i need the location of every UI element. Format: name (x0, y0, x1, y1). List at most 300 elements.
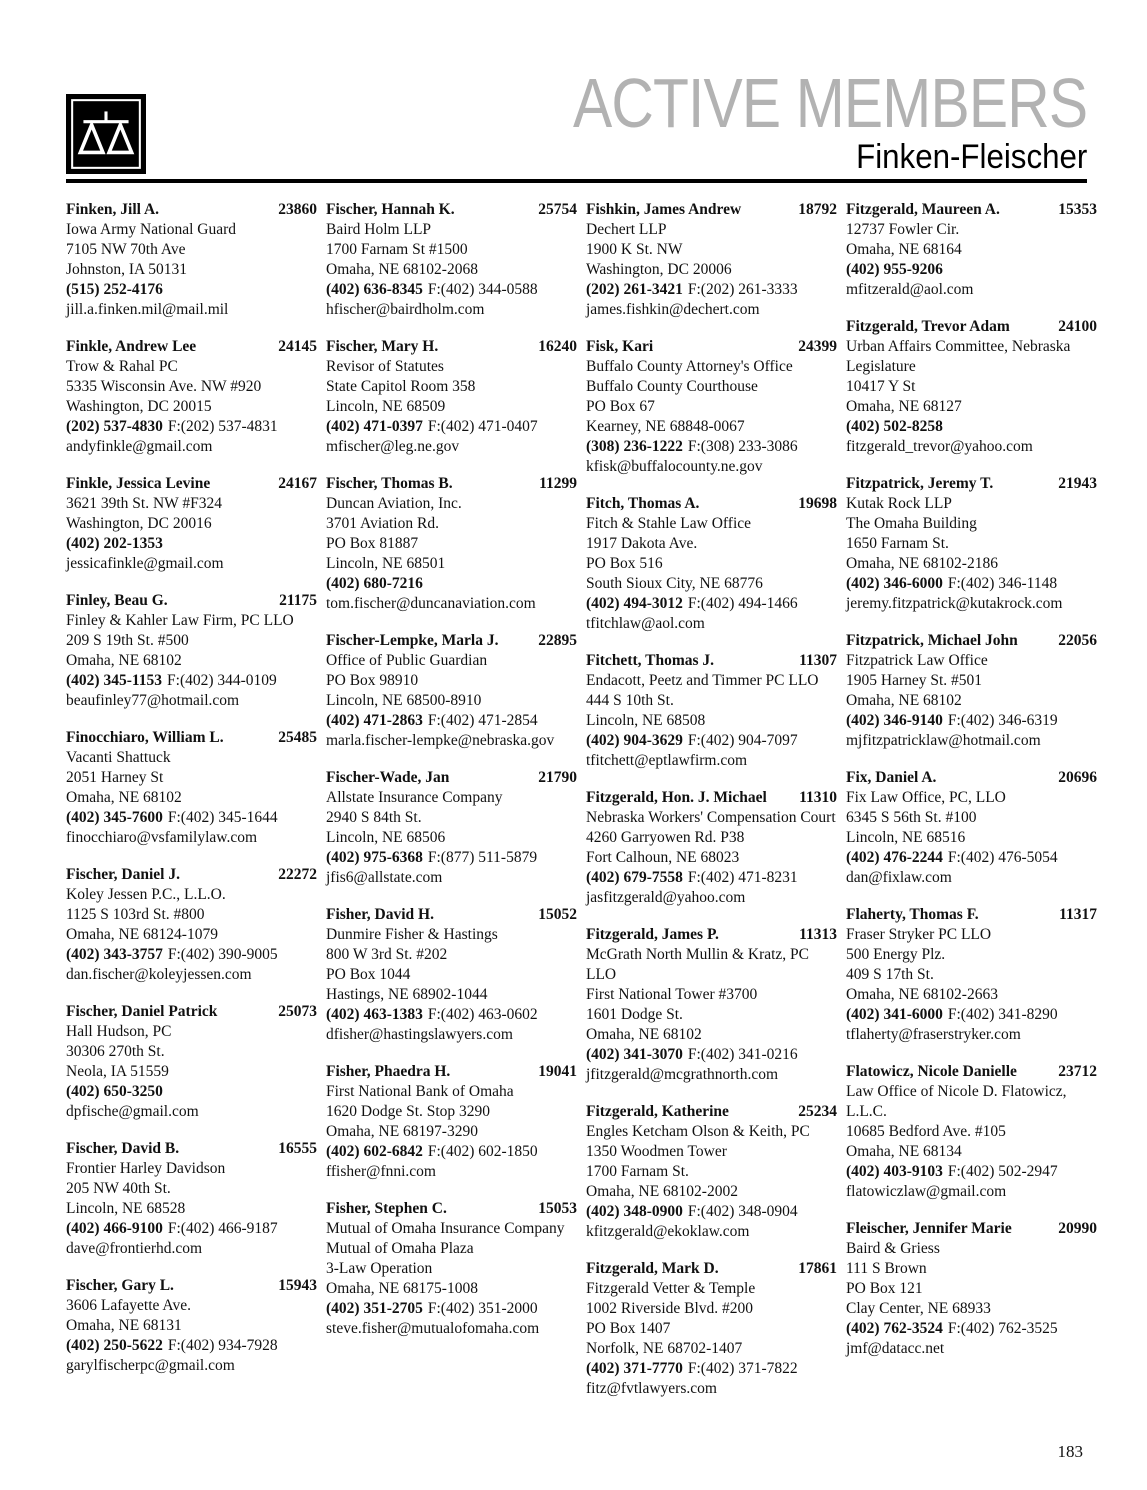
member-name: Fitzgerald, Mark D. (586, 1260, 719, 1277)
member-fax: F:(402) 351-2000 (427, 1300, 538, 1317)
address-line: 2940 S 84th St. (326, 809, 422, 826)
address-line: 1620 Dodge St. Stop 3290 (326, 1103, 491, 1120)
member-entry-head (326, 200, 577, 220)
member-id: 25073 (278, 1003, 317, 1020)
member-email: marla.fischer-lempke@nebraska.gov (326, 732, 555, 749)
member-phone-line (846, 417, 1097, 437)
address-line: Hall Hudson, PC (66, 1023, 172, 1040)
member-phone-line (846, 260, 1097, 280)
member-entry (66, 200, 317, 320)
address-line: Fix Law Office, PC, LLO (846, 789, 1006, 806)
member-entry (586, 200, 837, 320)
member-id: 24100 (1058, 318, 1097, 335)
member-email: dfisher@hastingslawyers.com (326, 1026, 513, 1043)
directory-column (326, 200, 577, 1416)
address-line: 2051 Harney St (66, 769, 164, 786)
member-fax: F:(402) 934-7928 (167, 1337, 278, 1354)
member-entry-head (846, 631, 1097, 651)
member-id: 25485 (278, 729, 317, 746)
address-line: 1350 Woodmen Tower (586, 1143, 727, 1160)
member-entry (326, 905, 577, 1045)
address-line: Omaha, NE 68102 (846, 692, 962, 709)
member-entry-head (326, 1199, 577, 1219)
member-phone: (402) 351-2705 (326, 1300, 423, 1317)
member-entry-head (846, 200, 1097, 220)
member-address (326, 925, 577, 1005)
address-line: Johnston, IA 50131 (66, 261, 187, 278)
member-phone-line (326, 1005, 577, 1025)
address-line: 1650 Farnam St. (846, 535, 949, 552)
member-address (846, 1082, 1097, 1162)
member-address (66, 494, 317, 534)
directory-columns (66, 200, 1097, 1416)
address-line: Fraser Stryker PC LLO (846, 926, 992, 943)
member-fax: F:(308) 233-3086 (687, 438, 798, 455)
address-line: Omaha, NE 68127 (846, 398, 962, 415)
member-phone-line (66, 671, 317, 691)
address-line: 1700 Farnam St #1500 (326, 241, 468, 258)
member-name: Flaherty, Thomas F. (846, 906, 979, 923)
member-entry (846, 200, 1097, 300)
member-entry (66, 474, 317, 574)
address-line: Kearney, NE 68848-0067 (586, 418, 745, 435)
address-line: Omaha, NE 68131 (66, 1317, 182, 1334)
member-phone: (402) 502-8258 (846, 418, 943, 435)
member-phone: (402) 955-9206 (846, 261, 943, 278)
address-line: 800 W 3rd St. #202 (326, 946, 448, 963)
member-email: mjfitzpatricklaw@hotmail.com (846, 732, 1041, 749)
member-phone-line (66, 808, 317, 828)
member-name: Fitzpatrick, Michael John (846, 632, 1018, 649)
address-line: Omaha, NE 68124-1079 (66, 926, 218, 943)
member-id: 23860 (278, 201, 317, 218)
address-line: Fitzpatrick Law Office (846, 652, 988, 669)
address-line: Frontier Harley Davidson (66, 1160, 226, 1177)
member-entry (66, 865, 317, 985)
member-id: 18792 (798, 201, 837, 218)
member-phone: (402) 466-9100 (66, 1220, 163, 1237)
member-address (586, 514, 837, 594)
member-name: Finken, Jill A. (66, 201, 160, 218)
member-phone-line (846, 1005, 1097, 1025)
member-address (846, 651, 1097, 711)
directory-column (586, 200, 837, 1416)
member-email: dpfische@gmail.com (66, 1103, 199, 1120)
member-name: Finkle, Jessica Levine (66, 475, 211, 492)
member-fax: F:(402) 471-2854 (427, 712, 538, 729)
address-line: Omaha, NE 68102-2068 (326, 261, 478, 278)
member-phone: (402) 346-6000 (846, 575, 943, 592)
member-email: mfitzerald@aol.com (846, 281, 974, 298)
member-email: ffisher@fnni.com (326, 1163, 436, 1180)
member-entry (66, 337, 317, 457)
member-entry (326, 1062, 577, 1182)
member-address (586, 1279, 837, 1359)
address-line: Duncan Aviation, Inc. (326, 495, 462, 512)
member-id: 11317 (1059, 906, 1097, 923)
address-line: Lincoln, NE 68508 (586, 712, 706, 729)
member-fax: F:(202) 537-4831 (167, 418, 278, 435)
member-address (586, 220, 837, 280)
member-name: Fitzgerald, Hon. J. Michael (586, 789, 767, 806)
member-entry-head (66, 1002, 317, 1022)
member-phone: (402) 346-9140 (846, 712, 943, 729)
member-entry (66, 591, 317, 711)
member-entry-head (326, 1062, 577, 1082)
member-entry-head (846, 905, 1097, 925)
address-line: 10417 Y St (846, 378, 916, 395)
address-line: Fort Calhoun, NE 68023 (586, 849, 740, 866)
member-phone: (402) 403-9103 (846, 1163, 943, 1180)
member-phone-line (66, 534, 317, 554)
member-name: Fitzgerald, Katherine (586, 1103, 729, 1120)
member-id: 16240 (538, 338, 577, 355)
member-name: Fischer, Hannah K. (326, 201, 455, 218)
member-name: Finocchiaro, William L. (66, 729, 224, 746)
member-email: steve.fisher@mutualofomaha.com (326, 1320, 540, 1337)
address-line: Lincoln, NE 68506 (326, 829, 446, 846)
member-address (846, 788, 1097, 848)
member-name: Fitzgerald, Trevor Adam (846, 318, 1010, 335)
member-fax: F:(402) 390-9005 (167, 946, 278, 963)
member-phone: (402) 345-7600 (66, 809, 163, 826)
member-entry-head (586, 200, 837, 220)
address-line: Law Office of Nicole D. Flatowicz, L.L.C. (846, 1083, 1067, 1120)
member-email: kfitzgerald@ekoklaw.com (586, 1223, 750, 1240)
member-entry-head (586, 1259, 837, 1279)
member-email: james.fishkin@dechert.com (586, 301, 760, 318)
address-line: Dechert LLP (586, 221, 667, 238)
address-line: PO Box 1044 (326, 966, 411, 983)
member-id: 22272 (278, 866, 317, 883)
member-entry-head (66, 591, 317, 611)
address-line: 3701 Aviation Rd. (326, 515, 439, 532)
page-title: ACTIVE MEMBERS (572, 64, 1087, 142)
member-name: Finkle, Andrew Lee (66, 338, 197, 355)
member-id: 21175 (279, 592, 317, 609)
member-phone: (402) 904-3629 (586, 732, 683, 749)
address-line: Office of Public Guardian (326, 652, 488, 669)
member-entry-head (66, 1139, 317, 1159)
address-line: 6345 S 56th St. #100 (846, 809, 977, 826)
member-entry (66, 1002, 317, 1122)
member-phone-line (846, 848, 1097, 868)
member-fax: F:(402) 341-0216 (687, 1046, 798, 1063)
member-phone: (402) 636-8345 (326, 281, 423, 298)
member-email: tom.fischer@duncanaviation.com (326, 595, 536, 612)
member-name: Fischer, Daniel J. (66, 866, 180, 883)
member-entry (846, 768, 1097, 888)
address-line: Lincoln, NE 68501 (326, 555, 446, 572)
address-line: Lincoln, NE 68509 (326, 398, 446, 415)
member-entry (586, 1259, 837, 1399)
address-line: Dunmire Fisher & Hastings (326, 926, 498, 943)
member-id: 22895 (538, 632, 577, 649)
address-line: PO Box 516 (586, 555, 663, 572)
member-phone: (402) 650-3250 (66, 1083, 163, 1100)
member-email: dan@fixlaw.com (846, 869, 952, 886)
member-id: 11299 (539, 475, 577, 492)
member-name: Fitzpatrick, Jeremy T. (846, 475, 994, 492)
address-line: 1601 Dodge St. (586, 1006, 683, 1023)
member-id: 11307 (799, 652, 837, 669)
member-name: Flatowicz, Nicole Danielle (846, 1063, 1017, 1080)
member-id: 24167 (278, 475, 317, 492)
member-phone: (402) 762-3524 (846, 1320, 943, 1337)
member-address (586, 808, 837, 868)
address-line: 409 S 17th St. (846, 966, 934, 983)
member-address (66, 1022, 317, 1082)
member-fax: F:(402) 471-8231 (687, 869, 798, 886)
member-entry-head (846, 1219, 1097, 1239)
member-name: Fisher, Stephen C. (326, 1200, 447, 1217)
member-phone: (402) 371-7770 (586, 1360, 683, 1377)
member-address (846, 925, 1097, 1005)
member-fax: F:(402) 348-0904 (687, 1203, 798, 1220)
member-entry (846, 1062, 1097, 1202)
member-entry-head (66, 1276, 317, 1296)
member-address (586, 671, 837, 731)
member-entry (846, 631, 1097, 751)
member-entry (586, 494, 837, 634)
member-entry (846, 905, 1097, 1045)
member-name: Fitzgerald, James P. (586, 926, 719, 943)
address-line: Revisor of Statutes (326, 358, 444, 375)
member-phone-line (586, 1202, 837, 1222)
member-phone: (402) 975-6368 (326, 849, 423, 866)
member-fax: F:(402) 371-7822 (687, 1360, 798, 1377)
member-fax: F:(402) 344-0588 (427, 281, 538, 298)
member-phone-line (586, 1359, 837, 1379)
member-phone-line (66, 945, 317, 965)
address-line: 1002 Riverside Blvd. #200 (586, 1300, 754, 1317)
member-email: jfitzgerald@mcgrathnorth.com (586, 1066, 779, 1083)
member-phone: (402) 250-5622 (66, 1337, 163, 1354)
address-line: PO Box 1407 (586, 1320, 671, 1337)
member-phone: (402) 476-2244 (846, 849, 943, 866)
address-line: Mutual of Omaha Plaza (326, 1240, 474, 1257)
member-id: 15053 (538, 1200, 577, 1217)
member-name: Fischer, Daniel Patrick (66, 1003, 218, 1020)
address-line: South Sioux City, NE 68776 (586, 575, 763, 592)
address-line: 205 NW 40th St. (66, 1180, 171, 1197)
member-name: Fischer, Thomas B. (326, 475, 453, 492)
address-line: 10685 Bedford Ave. #105 (846, 1123, 1006, 1140)
member-id: 25754 (538, 201, 577, 218)
member-phone: (402) 202-1353 (66, 535, 163, 552)
member-id: 15052 (538, 906, 577, 923)
member-phone: (515) 252-4176 (66, 281, 163, 298)
member-id: 16555 (278, 1140, 317, 1157)
member-address (66, 748, 317, 808)
member-phone-line (586, 437, 837, 457)
member-name: Fisk, Kari (586, 338, 654, 355)
page-subtitle: Finken-Fleischer (855, 138, 1087, 176)
address-line: Finley & Kahler Law Firm, PC LLO (66, 612, 294, 629)
member-address (846, 494, 1097, 574)
member-email: dan.fischer@koleyjessen.com (66, 966, 252, 983)
member-phone-line (66, 280, 317, 300)
member-email: tfitchett@eptlawfirm.com (586, 752, 748, 769)
address-line: 500 Energy Plz. (846, 946, 946, 963)
member-address (586, 357, 837, 437)
address-line: Clay Center, NE 68933 (846, 1300, 991, 1317)
address-line: Washington, DC 20015 (66, 398, 212, 415)
member-entry (326, 1199, 577, 1339)
member-phone: (402) 341-6000 (846, 1006, 943, 1023)
member-address (66, 611, 317, 671)
member-phone-line (326, 711, 577, 731)
address-line: Engles Ketcham Olson & Keith, PC (586, 1123, 810, 1140)
address-line: The Omaha Building (846, 515, 977, 532)
address-line: Omaha, NE 68102 (66, 652, 182, 669)
member-entry (846, 474, 1097, 614)
member-email: flatowiczlaw@gmail.com (846, 1183, 1007, 1200)
member-name: Fisher, David H. (326, 906, 434, 923)
address-line: 1917 Dakota Ave. (586, 535, 698, 552)
address-line: 1900 K St. NW (586, 241, 683, 258)
address-line: Lincoln, NE 68500-8910 (326, 692, 482, 709)
member-phone-line (846, 711, 1097, 731)
address-line: Lincoln, NE 68528 (66, 1200, 186, 1217)
member-entry (586, 651, 837, 771)
address-line: McGrath North Mullin & Kratz, PC LLO (586, 946, 810, 983)
member-id: 23712 (1058, 1063, 1097, 1080)
address-line: First National Bank of Omaha (326, 1083, 514, 1100)
member-name: Fitchett, Thomas J. (586, 652, 715, 669)
member-id: 24399 (798, 338, 837, 355)
member-address (326, 357, 577, 417)
member-entry (326, 474, 577, 614)
address-line: Mutual of Omaha Insurance Company (326, 1220, 565, 1237)
member-fax: F:(402) 904-7097 (687, 732, 798, 749)
member-entry-head (586, 494, 837, 514)
member-email: fitz@fvtlawyers.com (586, 1380, 717, 1397)
address-line: Urban Affairs Committee, Nebraska Legislature (846, 338, 1071, 375)
member-id: 25234 (798, 1103, 837, 1120)
member-entry (846, 1219, 1097, 1359)
member-fax: F:(402) 502-2947 (947, 1163, 1058, 1180)
address-line: Omaha, NE 68102-2002 (586, 1183, 738, 1200)
member-email: jeremy.fitzpatrick@kutakrock.com (846, 595, 1063, 612)
address-line: PO Box 98910 (326, 672, 419, 689)
member-entry-head (66, 200, 317, 220)
member-phone: (402) 471-0397 (326, 418, 423, 435)
member-phone-line (586, 731, 837, 751)
member-address (326, 220, 577, 280)
member-entry-head (846, 317, 1097, 337)
member-id: 17861 (798, 1260, 837, 1277)
address-line: 30306 270th St. (66, 1043, 165, 1060)
member-phone: (402) 602-6842 (326, 1143, 423, 1160)
member-address (326, 1082, 577, 1142)
member-fax: F:(202) 261-3333 (687, 281, 798, 298)
member-email: beaufinley77@hotmail.com (66, 692, 240, 709)
member-fax: F:(402) 341-8290 (947, 1006, 1058, 1023)
address-line: Omaha, NE 68175-1008 (326, 1280, 478, 1297)
address-line: First National Tower #3700 (586, 986, 758, 1003)
address-line: Nebraska Workers' Compensation Court (586, 809, 836, 826)
member-phone-line (66, 1336, 317, 1356)
member-entry (846, 317, 1097, 457)
member-phone-line (586, 594, 837, 614)
member-entry-head (326, 474, 577, 494)
member-id: 15353 (1058, 201, 1097, 218)
member-address (846, 220, 1097, 260)
member-fax: F:(877) 511-5879 (427, 849, 538, 866)
member-phone: (402) 679-7558 (586, 869, 683, 886)
member-address (66, 357, 317, 417)
member-phone-line (66, 1082, 317, 1102)
address-line: Buffalo County Courthouse (586, 378, 758, 395)
member-email: dave@frontierhd.com (66, 1240, 203, 1257)
member-email: andyfinkle@gmail.com (66, 438, 213, 455)
address-line: Endacott, Peetz and Timmer PC LLO (586, 672, 819, 689)
member-entry-head (66, 865, 317, 885)
member-id: 21790 (538, 769, 577, 786)
address-line: 12737 Fowler Cir. (846, 221, 960, 238)
member-entry-head (586, 337, 837, 357)
address-line: Trow & Rahal PC (66, 358, 178, 375)
member-fax: F:(402) 346-1148 (947, 575, 1058, 592)
member-entry-head (66, 337, 317, 357)
member-address (66, 1159, 317, 1219)
member-phone-line (846, 1319, 1097, 1339)
address-line: PO Box 121 (846, 1280, 923, 1297)
member-phone: (402) 463-1383 (326, 1006, 423, 1023)
address-line: 3-Law Operation (326, 1260, 433, 1277)
member-email: fitzgerald_trevor@yahoo.com (846, 438, 1033, 455)
member-entry (66, 1276, 317, 1376)
member-phone: (402) 341-3070 (586, 1046, 683, 1063)
address-line: 7105 NW 70th Ave (66, 241, 186, 258)
member-entry-head (66, 728, 317, 748)
member-entry (586, 337, 837, 477)
address-line: Fitzgerald Vetter & Temple (586, 1280, 756, 1297)
member-address (846, 337, 1097, 417)
address-line: Baird Holm LLP (326, 221, 432, 238)
header-titles (475, 64, 1087, 176)
member-phone-line (326, 1142, 577, 1162)
member-entry-head (326, 768, 577, 788)
member-email: hfischer@bairdholm.com (326, 301, 485, 318)
member-entry (66, 728, 317, 848)
member-entry (326, 337, 577, 457)
member-email: kfisk@buffalocounty.ne.gov (586, 458, 763, 475)
member-entry-head (846, 768, 1097, 788)
member-entry-head (586, 925, 837, 945)
member-email: tfitchlaw@aol.com (586, 615, 705, 632)
member-entry-head (326, 337, 577, 357)
member-email: jfis6@allstate.com (326, 869, 443, 886)
address-line: Buffalo County Attorney's Office (586, 358, 793, 375)
member-fax: F:(402) 466-9187 (167, 1220, 278, 1237)
address-line: PO Box 67 (586, 398, 655, 415)
member-phone: (308) 236-1222 (586, 438, 683, 455)
address-line: Omaha, NE 68102 (66, 789, 182, 806)
member-email: jill.a.finken.mil@mail.mil (66, 301, 229, 318)
member-phone-line (846, 1162, 1097, 1182)
address-line: 5335 Wisconsin Ave. NW #920 (66, 378, 262, 395)
member-id: 21943 (1058, 475, 1097, 492)
member-phone-line (326, 417, 577, 437)
address-line: 3606 Lafayette Ave. (66, 1297, 191, 1314)
member-id: 22056 (1058, 632, 1097, 649)
member-entry-head (326, 631, 577, 651)
member-entry-head (846, 1062, 1097, 1082)
member-phone-line (846, 574, 1097, 594)
member-phone-line (586, 280, 837, 300)
